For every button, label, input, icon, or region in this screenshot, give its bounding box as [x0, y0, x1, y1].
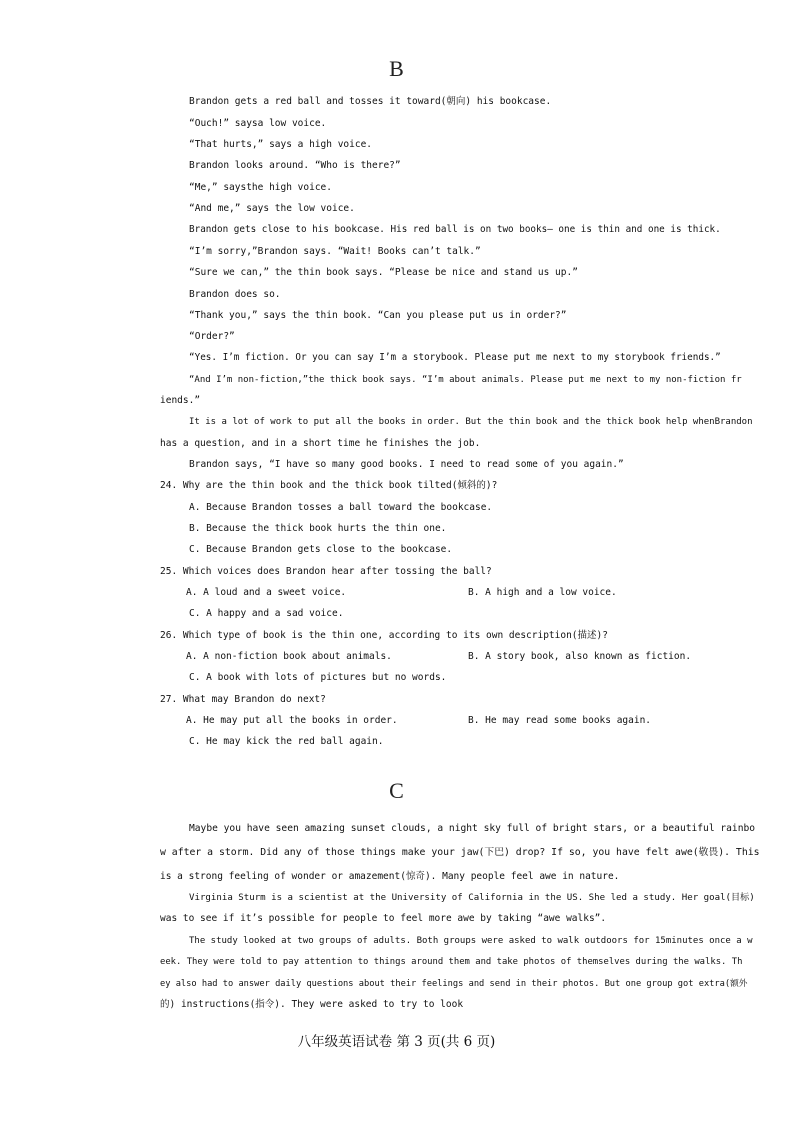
- story-line: “Yes. I’m fiction. Or you can say I’m a storybook. Please put me next to my storybook friends.”: [189, 352, 721, 363]
- section-c-title: C: [389, 778, 404, 803]
- passage-line: eek. They were told to pay attention to things around them and take photos of themselves during the walks. Th: [160, 957, 743, 967]
- story-line: “And me,” says the low voice.: [189, 203, 355, 214]
- passage-line: was to see if it’s possible for people to feel more awe by taking “awe walks”.: [160, 913, 607, 924]
- question-26-stem: 26. Which type of book is the thin one, according to its own description(描述)?: [160, 630, 608, 641]
- story-line: “That hurts,” says a high voice.: [189, 139, 373, 150]
- story-line: iends.”: [160, 395, 201, 406]
- story-line: Brandon gets a red ball and tosses it toward(朝向) his bookcase.: [189, 96, 552, 107]
- question-24-option-a[interactable]: A. Because Brandon tosses a ball toward the bookcase.: [189, 502, 493, 513]
- question-26-option-b[interactable]: B. A story book, also known as fiction.: [468, 651, 692, 662]
- question-24-stem: 24. Why are the thin book and the thick book tilted(倾斜的)?: [160, 480, 498, 491]
- story-line: Brandon gets close to his bookcase. His red ball is on two books— one is thin and one is thick.: [189, 224, 721, 235]
- passage-line: The study looked at two groups of adults. Both groups were asked to walk outdoors for 15minutes once a w: [189, 936, 753, 946]
- story-line: “Thank you,” says the thin book. “Can you please put us in order?”: [189, 310, 567, 321]
- question-25-option-a[interactable]: A. A loud and a sweet voice.: [186, 587, 347, 598]
- question-27-option-a[interactable]: A. He may put all the books in order.: [186, 715, 398, 726]
- story-line: Brandon says, “I have so many good books. I need to read some of you again.”: [189, 459, 624, 470]
- story-line: “Me,” saysthe high voice.: [189, 182, 332, 193]
- passage-line: w after a storm. Did any of those things make your jaw(下巴) drop? If so, you have felt awe(敬畏). This: [160, 847, 760, 858]
- question-27-stem: 27. What may Brandon do next?: [160, 694, 326, 705]
- section-b-title: B: [389, 56, 404, 81]
- story-line: Brandon does so.: [189, 289, 281, 300]
- passage-line: 的) instructions(指令). They were asked to try to look: [160, 999, 464, 1010]
- question-25-stem: 25. Which voices does Brandon hear after tossing the ball?: [160, 566, 492, 577]
- story-line: “And I’m non-fiction,”the thick book says. “I’m about animals. Please put me next to my non-fiction fr: [189, 375, 742, 385]
- story-line: has a question, and in a short time he finishes the job.: [160, 438, 481, 449]
- question-26-option-a[interactable]: A. A non-fiction book about animals.: [186, 651, 392, 662]
- story-line: Brandon looks around. “Who is there?”: [189, 160, 401, 171]
- passage-line: Maybe you have seen amazing sunset clouds, a night sky full of bright stars, or a beautiful rainbo: [189, 823, 756, 834]
- passage-line: Virginia Sturm is a scientist at the University of California in the US. She led a study. Her goal(目标): [189, 893, 755, 903]
- question-27-option-c[interactable]: C. He may kick the red ball again.: [189, 736, 384, 747]
- question-25-option-c[interactable]: C. A happy and a sad voice.: [189, 608, 344, 619]
- page-footer: 八年级英语试卷 第 3 页(共 6 页): [297, 1034, 496, 1050]
- story-line: “Order?”: [189, 331, 235, 342]
- question-24-option-c[interactable]: C. Because Brandon gets close to the bookcase.: [189, 544, 453, 555]
- passage-line: is a strong feeling of wonder or amazement(惊奇). Many people feel awe in nature.: [160, 871, 620, 882]
- story-line: “Ouch!” saysa low voice.: [189, 118, 327, 129]
- question-24-option-b[interactable]: B. Because the thick book hurts the thin one.: [189, 523, 447, 534]
- question-25-option-b[interactable]: B. A high and a low voice.: [468, 587, 617, 598]
- story-line: It is a lot of work to put all the books in order. But the thin book and the thick book help whenBrandon: [189, 417, 753, 427]
- question-27-option-b[interactable]: B. He may read some books again.: [468, 715, 652, 726]
- question-26-option-c[interactable]: C. A book with lots of pictures but no words.: [189, 672, 447, 683]
- passage-line: ey also had to answer daily questions about their feelings and send in their photos. But one group got extra(额外: [160, 979, 748, 989]
- story-line: “I’m sorry,”Brandon says. “Wait! Books can’t talk.”: [189, 246, 481, 257]
- story-line: “Sure we can,” the thin book says. “Please be nice and stand us up.”: [189, 267, 578, 278]
